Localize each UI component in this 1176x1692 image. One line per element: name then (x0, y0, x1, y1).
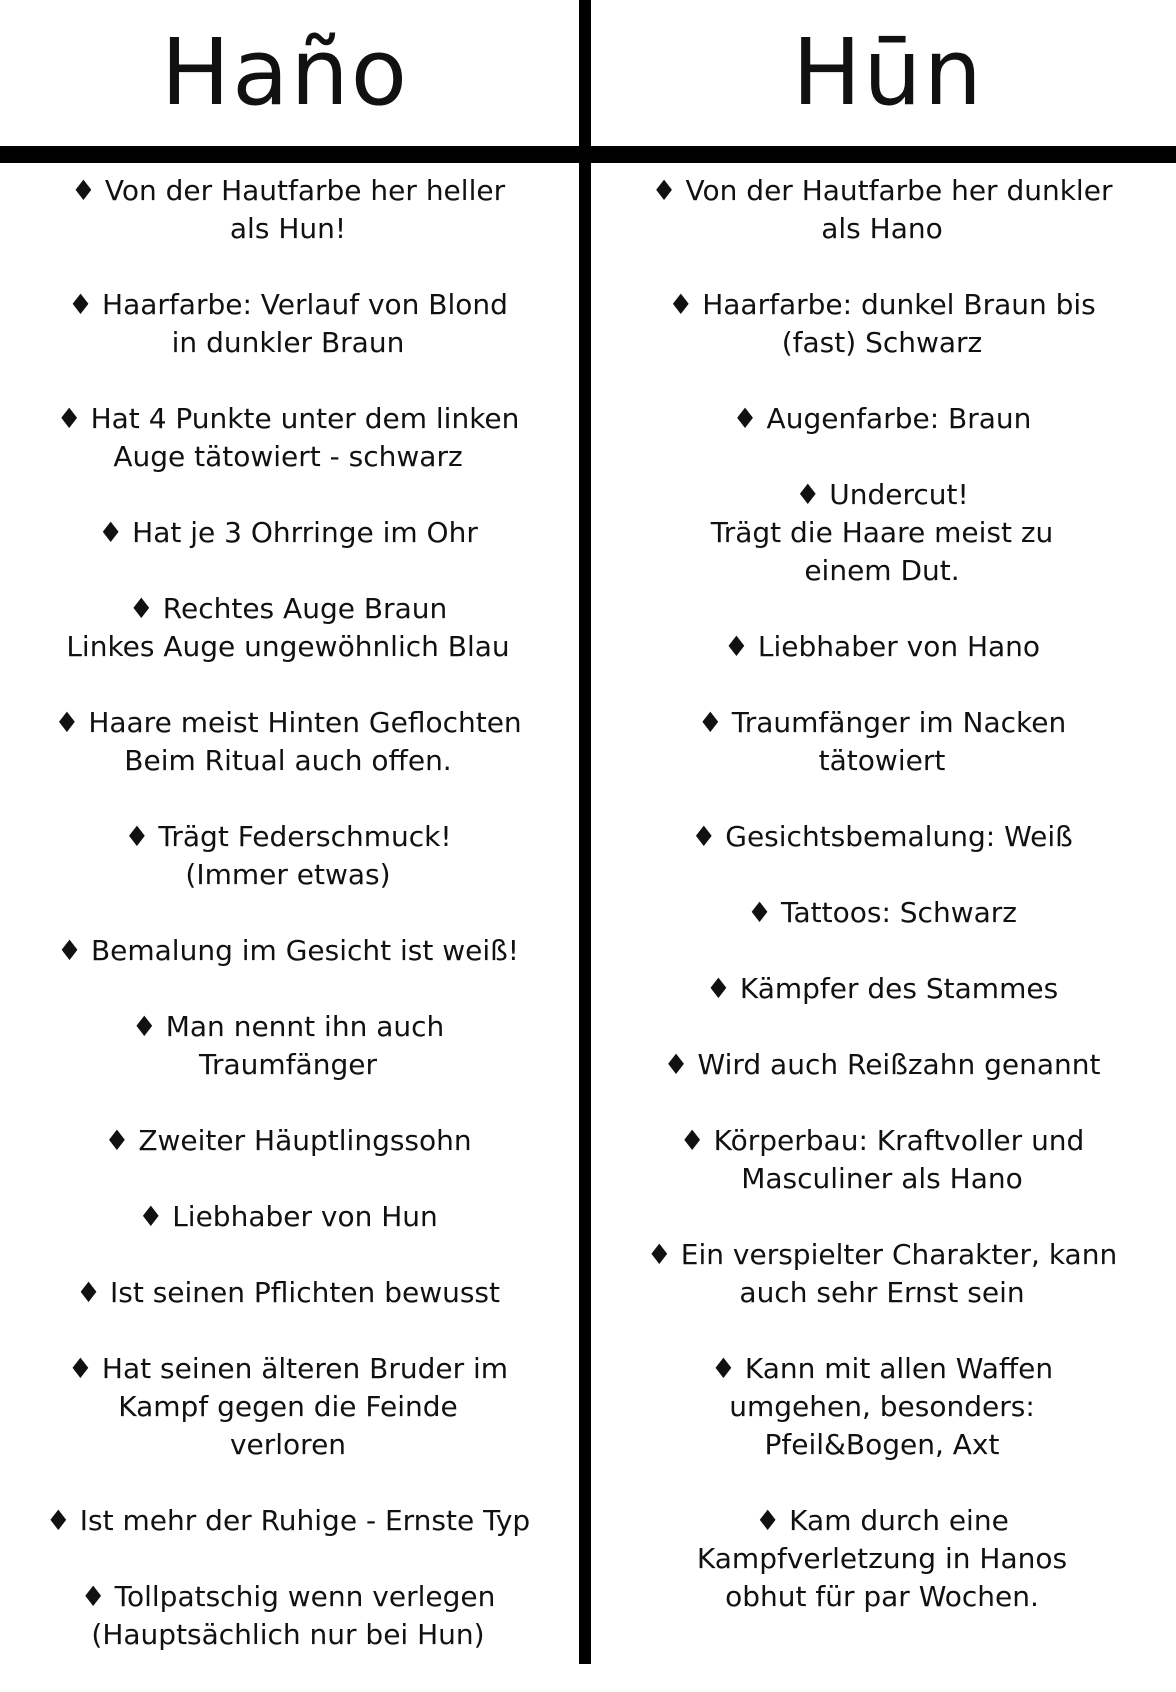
trait-item: ♦ Traumfänger im Nacken tätowiert (697, 706, 1067, 777)
trait-item: ♦ Von der Hautfarbe her heller als Hun! (70, 174, 506, 245)
left-column-title: Haño (160, 19, 410, 126)
trait-item: ♦ Kam durch eine Kampfverletzung in Hanos obhut für par Wochen. (696, 1504, 1068, 1613)
trait-item: ♦ Ist seinen Pflichten bewusst (75, 1276, 501, 1309)
trait-item: ♦ Haare meist Hinten Geflochten Beim Ritual auch offen. (54, 706, 522, 777)
left-trait-list (20, 172, 556, 1692)
trait-item: ♦ Augenfarbe: Braun (732, 402, 1032, 435)
trait-item: ♦ Bemalung im Gesicht ist weiß! (56, 934, 520, 967)
trait-item: ♦ Kämpfer des Stammes (705, 972, 1059, 1005)
trait-item: ♦ Hat je 3 Ohrringe im Ohr (98, 516, 478, 549)
trait-item: ♦ Liebhaber von Hano (723, 630, 1041, 663)
right-trait-list (606, 172, 1158, 1654)
trait-item: ♦ Wird auch Reißzahn genannt (663, 1048, 1101, 1081)
trait-item: ♦ Trägt Federschmuck! (Immer etwas) (124, 820, 452, 891)
trait-item: ♦ Von der Hautfarbe her dunkler als Hano (651, 174, 1113, 245)
trait-item: ♦ Haarfarbe: dunkel Braun bis (fast) Schwarz (668, 288, 1096, 359)
column-divider (579, 0, 591, 1664)
trait-item: ♦ Hat seinen älteren Bruder im Kampf gegen die Feinde verloren (67, 1352, 509, 1461)
trait-item: ♦ Ist mehr der Ruhige - Ernste Typ (45, 1504, 531, 1537)
trait-item: ♦ Liebhaber von Hun (138, 1200, 438, 1233)
trait-item: ♦ Man nennt ihn auch Traumfänger (131, 1010, 445, 1081)
trait-item: ♦ Gesichtsbemalung: Weiß (691, 820, 1073, 853)
trait-item: ♦ Hat 4 Punkte unter dem linken Auge tätowiert - schwarz (56, 402, 520, 473)
trait-item: ♦ Zweiter Häuptlingssohn (104, 1124, 472, 1157)
trait-item: ♦ Ein verspielter Charakter, kann auch sehr Ernst sein (646, 1238, 1118, 1309)
right-column-title: Hūn (792, 19, 984, 126)
trait-item: ♦ Kann mit allen Waffen umgehen, besonders: Pfeil&Bogen, Axt (710, 1352, 1054, 1461)
trait-item: ♦ Rechtes Auge Braun Linkes Auge ungewöhnlich Blau (66, 592, 510, 663)
trait-item: ♦ Körperbau: Kraftvoller und Masculiner als Hano (679, 1124, 1085, 1195)
trait-item: ♦ Tollpatschig wenn verlegen (Hauptsächlich nur bei Hun) (80, 1580, 496, 1651)
trait-item: ♦ Undercut! Trägt die Haare meist zu einem Dut. (710, 478, 1054, 587)
header-divider (0, 146, 1176, 163)
trait-item: ♦ Haarfarbe: Verlauf von Blond in dunkler Braun (68, 288, 508, 359)
trait-item: ♦ Tattoos: Schwarz (747, 896, 1017, 929)
